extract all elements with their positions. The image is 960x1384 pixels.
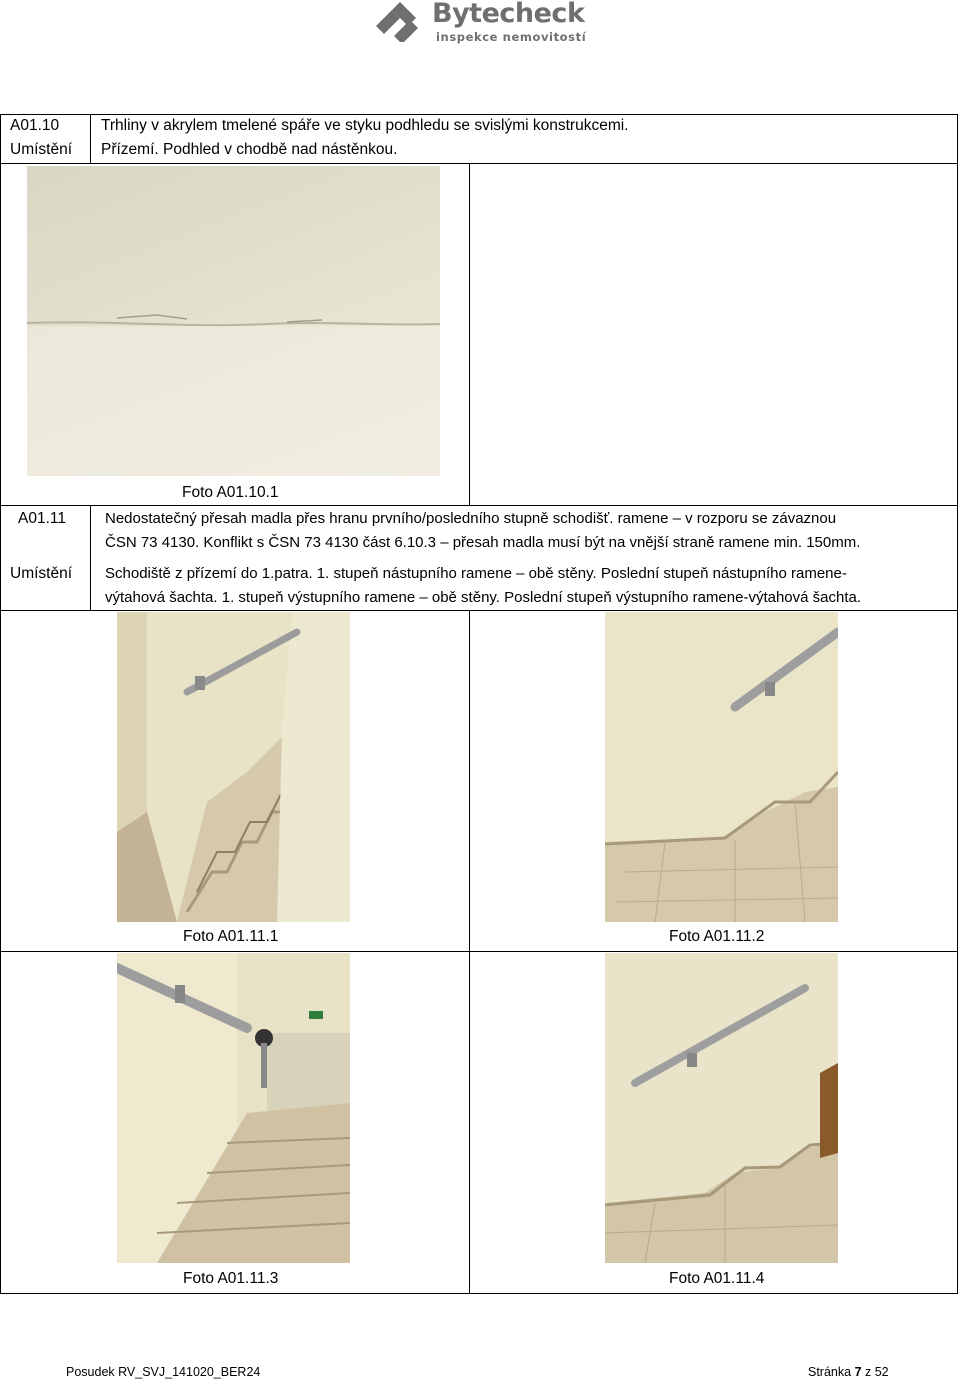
logo-mark-icon [372,2,428,42]
photo-a0111-3 [117,953,350,1263]
caption-a0111-1: Foto A01.11.1 [183,928,279,945]
photo-a0111-4 [605,953,838,1263]
a0110-code: A01.10 [10,117,60,134]
photo-a0110-1 [27,166,440,476]
logo-tagline: inspekce nemovitostí [436,30,587,44]
caption-a0110-1: Foto A01.10.1 [182,484,279,501]
a0110-description: Trhliny v akrylem tmelené spáře ve styku podhledu se svislými konstrukcemi. [101,117,629,134]
logo-name: Bytecheck [432,0,585,29]
footer-page-prefix: Stránka [808,1365,855,1379]
a0111-code: A01.11 [18,510,66,527]
caption-a0111-3: Foto A01.11.3 [183,1270,279,1287]
footer-page-separator: z [861,1365,875,1379]
a0111-description-line1: Nedostatečný přesah madla přes hranu prvního/posledního stupně schodišť. ramene – v rozporu se závaznou [105,510,837,527]
a0110-location: Přízemí. Podhled v chodbě nad nástěnkou. [101,141,398,158]
footer-page-total: 52 [874,1365,889,1379]
a0110-location-label: Umístění [10,141,73,158]
caption-a0111-2: Foto A01.11.2 [669,928,765,945]
photo-a0111-1 [117,612,350,922]
a0111-location-line1: Schodiště z přízemí do 1.patra. 1. stupeň nástupního ramene – obě stěny. Poslední stupeň nástupního ramene- [105,565,847,582]
footer-document-id: Posudek RV_SVJ_141020_BER24 [66,1365,261,1379]
a0111-description-line2: ČSN 73 4130. Konflikt s ČSN 73 4130 část 6.10.3 – přesah madla musí být na vnější straně ramene min. 150mm. [105,534,861,551]
bytecheck-logo [372,0,592,48]
a0111-location-line2: výtahová šachta. 1. stupeň výstupního ramene – obě stěny. Poslední stupeň výstupního ramene-výtahová šachta. [105,589,862,606]
footer-page-current: 7 [854,1365,862,1379]
footer-page-number [808,1365,889,1379]
a0111-location-label: Umístění [10,565,73,582]
caption-a0111-4: Foto A01.11.4 [669,1270,765,1287]
photo-a0111-2 [605,612,838,922]
